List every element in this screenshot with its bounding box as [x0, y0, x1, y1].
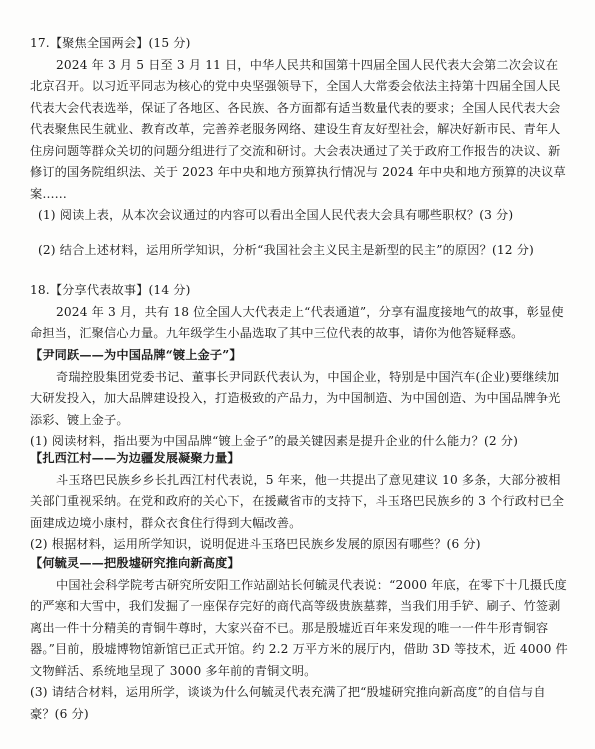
story-3 — [30, 553, 570, 725]
question-18 — [30, 280, 570, 345]
question-17-sub1 — [30, 205, 570, 227]
story-3-question: (3) 请结合材料，运用所学，谈谈为什么何毓灵代表充满了把“殷墟研究推向新高度”的自信与自豪？(6 分) — [30, 685, 546, 721]
story-2-title: 【扎西江村——为边疆发展凝聚力量】 — [30, 451, 240, 465]
story-3-text: 中国社会科学院考古研究所安阳工作站副站长何毓灵代表说：“2000 年底，在零下十几摄氏度的严寒和大雪中，我们发掘了一座保存完好的商代高等级贵族墓葬，当我们用手铲、刷子、竹签剥离出一件十分精美的青铜牛尊时，大家兴奋不已。那是殷墟近百年来发现的唯一一件牛形青铜容器。”目前，殷墟博物馆新馆已正式开馆。约 2.2 万平方米的展厅内，借助 3D 等技术，近 4000 件文物鲜活、系统地呈现了 3000 多年前的青铜文明。 — [30, 577, 568, 678]
question-17 — [30, 33, 570, 205]
story-2-text: 斗玉珞巴民族乡乡长扎西江村代表说，5 年来，他一共提出了意见建议 10 多条，大部分被相关部门重视采纳。在党和政府的关心下，在援藏省市的支持下，斗玉珞巴民族乡的 3 个行政村已全面建成边境小康村，群众衣食住行得到大幅改善。 — [30, 472, 565, 530]
story-3-title: 【何毓灵——把殷墟研究推向新高度】 — [30, 556, 240, 570]
story-2-question: (2) 根据材料，运用所学知识，说明促进斗玉珞巴民族乡发展的原因有哪些？(6 分) — [30, 537, 481, 551]
story-1-title: 【尹同跃——为中国品牌“镀上金子”】 — [30, 348, 242, 362]
question-18-heading: 18.【分享代表故事】(14 分) — [30, 283, 191, 297]
question-18-intro: 2024 年 3 月，共有 18 位全国人大代表走上“代表通道”，分享有温度接地气的故事，彰显使命担当，汇聚信心力量。九年级学生小晶选取了其中三位代表的故事，请你为他答疑释惑。 — [30, 304, 564, 340]
question-17-sub2-text: (2) 结合上述材料，运用所学知识，分析“我国社会主义民主是新型的民主”的原因？(12 分) — [38, 243, 534, 257]
question-17-material: 2024 年 3 月 5 日至 3 月 11 日，中华人民共和国第十四届全国人民代表大会第二次会议在北京召开。以习近平同志为核心的党中央坚强领导下，全国人大常委会依法主持第十四届全国人民代表大会代表选举，保证了各地区、各民族、各方面都有适当数量代表的要求；全国人民代表大会代表聚焦民生就业、教育改革，完善养老服务网络、建设生育友好型社会，解决好新市民、青年人住房问题等群众关切的问题分组进行了交流和研讨。大会表决通过了关于政府工作报告的决议、新修订的国务院组织法、关于 2023 年中央和地方预算执行情况与 2024 年中央和地方预算的决议草案…… — [30, 57, 566, 201]
question-17-heading: 17.【聚焦全国两会】(15 分) — [30, 36, 191, 50]
story-1 — [30, 345, 570, 453]
story-2 — [30, 448, 570, 556]
story-1-question: (1) 阅读材料，指出要为中国品牌“镀上金子”的最关键因素是提升企业的什么能力？(2 分) — [30, 434, 519, 448]
story-1-text: 奇瑞控股集团党委书记、董事长尹同跃代表认为，中国企业，特别是中国汽车(企业)要继续加大研发投入，加大品牌建设投入，打造极致的产品力，为中国制造、为中国创造、为中国品牌争光添彩、镀上金子。 — [30, 369, 561, 427]
question-17-sub2 — [30, 240, 570, 262]
question-17-sub1-text: (1) 阅读上表，从本次会议通过的内容可以看出全国人民代表大会具有哪些职权？(3 分) — [38, 208, 514, 222]
